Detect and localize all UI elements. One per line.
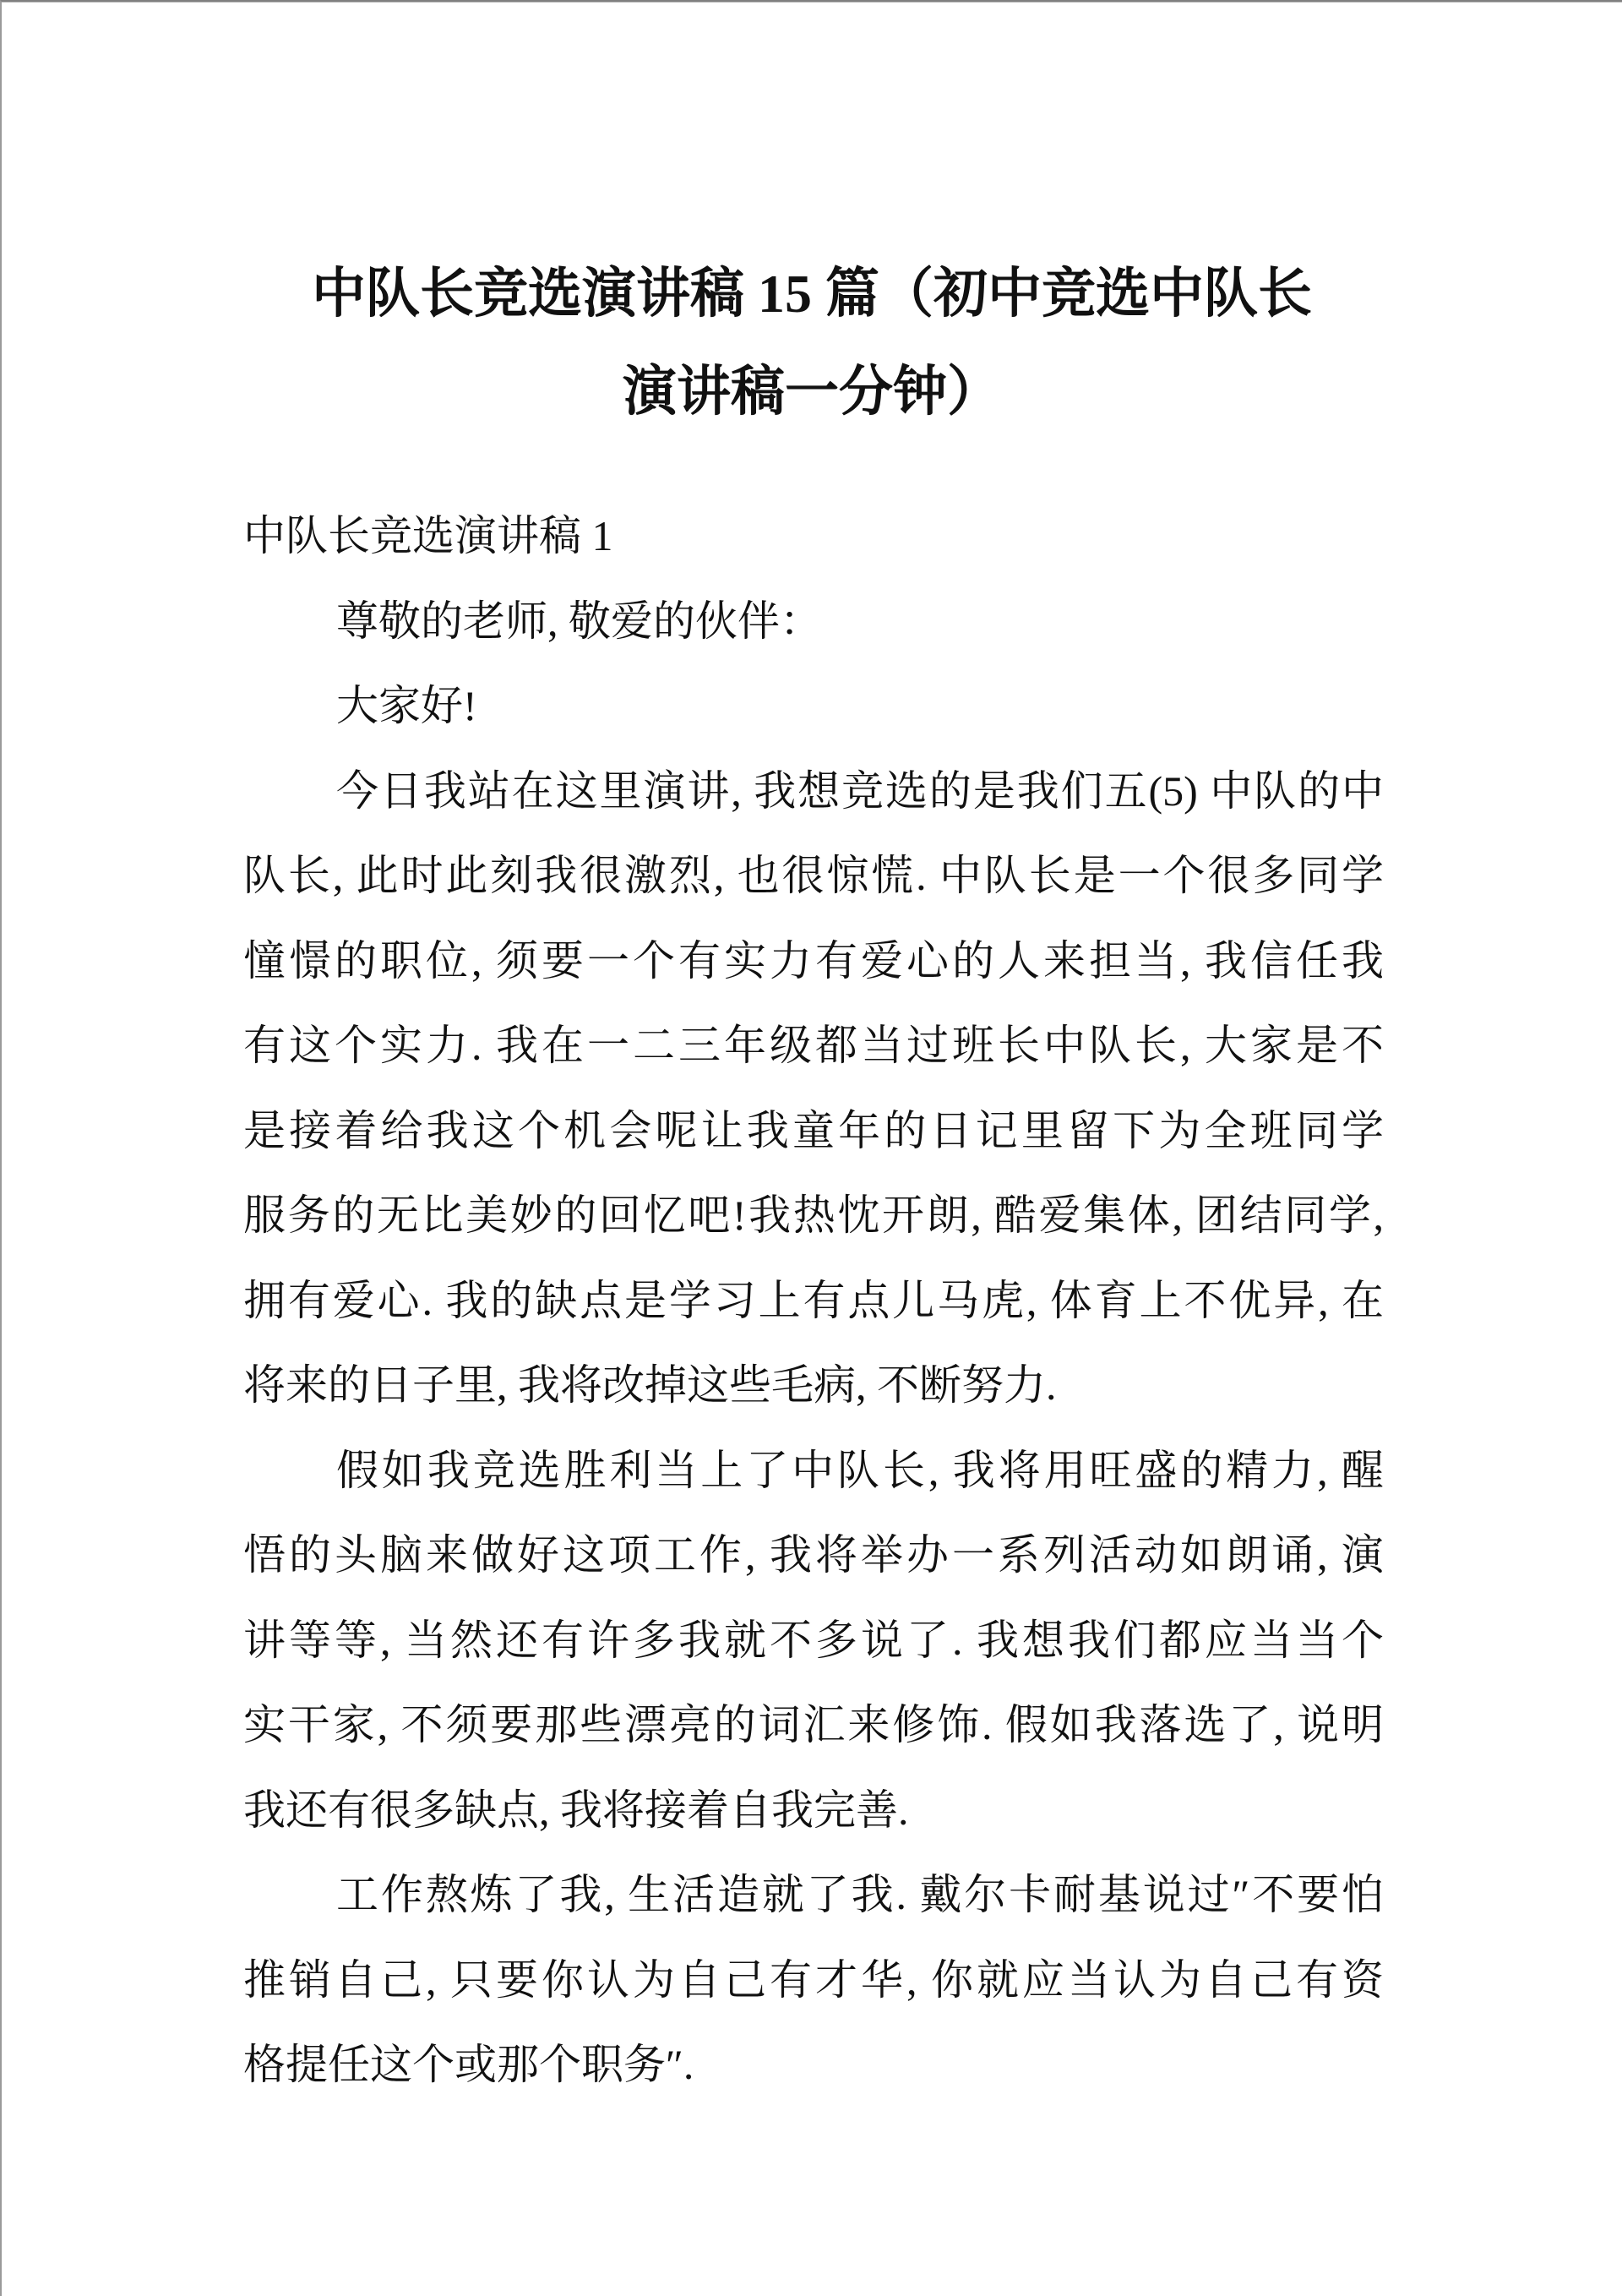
body-line: 今日我站在这里演讲, 我想竞选的是我们五(5) 中队的中: [336, 766, 1384, 815]
body-line: 将来的日子里, 我将改掉这些毛病, 不断努力.: [243, 1361, 1057, 1409]
body-line: 憧憬的职位, 须要一个有实力有爱心的人来担当, 我信任我: [243, 936, 1384, 984]
document-body: [243, 494, 1384, 2108]
body-line: 队长, 此时此刻我很激烈, 也很惊慌. 中队长是一个很多同学: [243, 852, 1384, 899]
body-line-heading: 中队长竞选演讲稿 1: [243, 512, 613, 559]
body-line: 是接着给我这个机会呢让我童年的日记里留下为全班同学: [243, 1106, 1384, 1154]
body-line: 大家好!: [336, 682, 477, 729]
body-line: 有这个实力. 我在一二三年级都当过班长中队长, 大家是不: [243, 1022, 1384, 1069]
body-line: 拥有爱心. 我的缺点是学习上有点儿马虎, 体育上不优异, 在: [243, 1276, 1384, 1324]
page-title: [2, 245, 1622, 441]
body-line: 悟的头脑来做好这项工作, 我将举办一系列活动如朗诵, 演: [243, 1531, 1384, 1579]
body-line: 实干家, 不须要那些漂亮的词汇来修饰. 假如我落选了, 说明: [243, 1701, 1384, 1748]
body-line: 格提任这个或那个职务″.: [243, 2041, 694, 2088]
body-line: 我还有很多缺点, 我将接着自我完善.: [243, 1786, 909, 1834]
body-line: 假如我竞选胜利当上了中队长, 我将用旺盛的精力, 醒: [336, 1446, 1384, 1494]
title-line-2: 演讲稿一分钟）: [623, 362, 1001, 422]
body-line: 推销自己, 只要你认为自己有才华, 你就应当认为自己有资: [243, 1955, 1384, 2004]
body-line: 讲等等, 当然还有许多我就不多说了. 我想我们都应当当个: [243, 1616, 1384, 1664]
body-line: 服务的无比美妙的回忆吧!我热忱开朗, 酷爱集体, 团结同学,: [243, 1192, 1384, 1239]
body-line: 尊敬的老师, 敬爱的伙伴：: [336, 597, 822, 645]
body-line: 工作熬炼了我, 生活造就了我. 戴尔卡耐基说过″不要怕: [336, 1871, 1384, 1918]
title-line-1: 中队长竞选演讲稿 15 篇（初中竞选中队长: [312, 264, 1312, 324]
